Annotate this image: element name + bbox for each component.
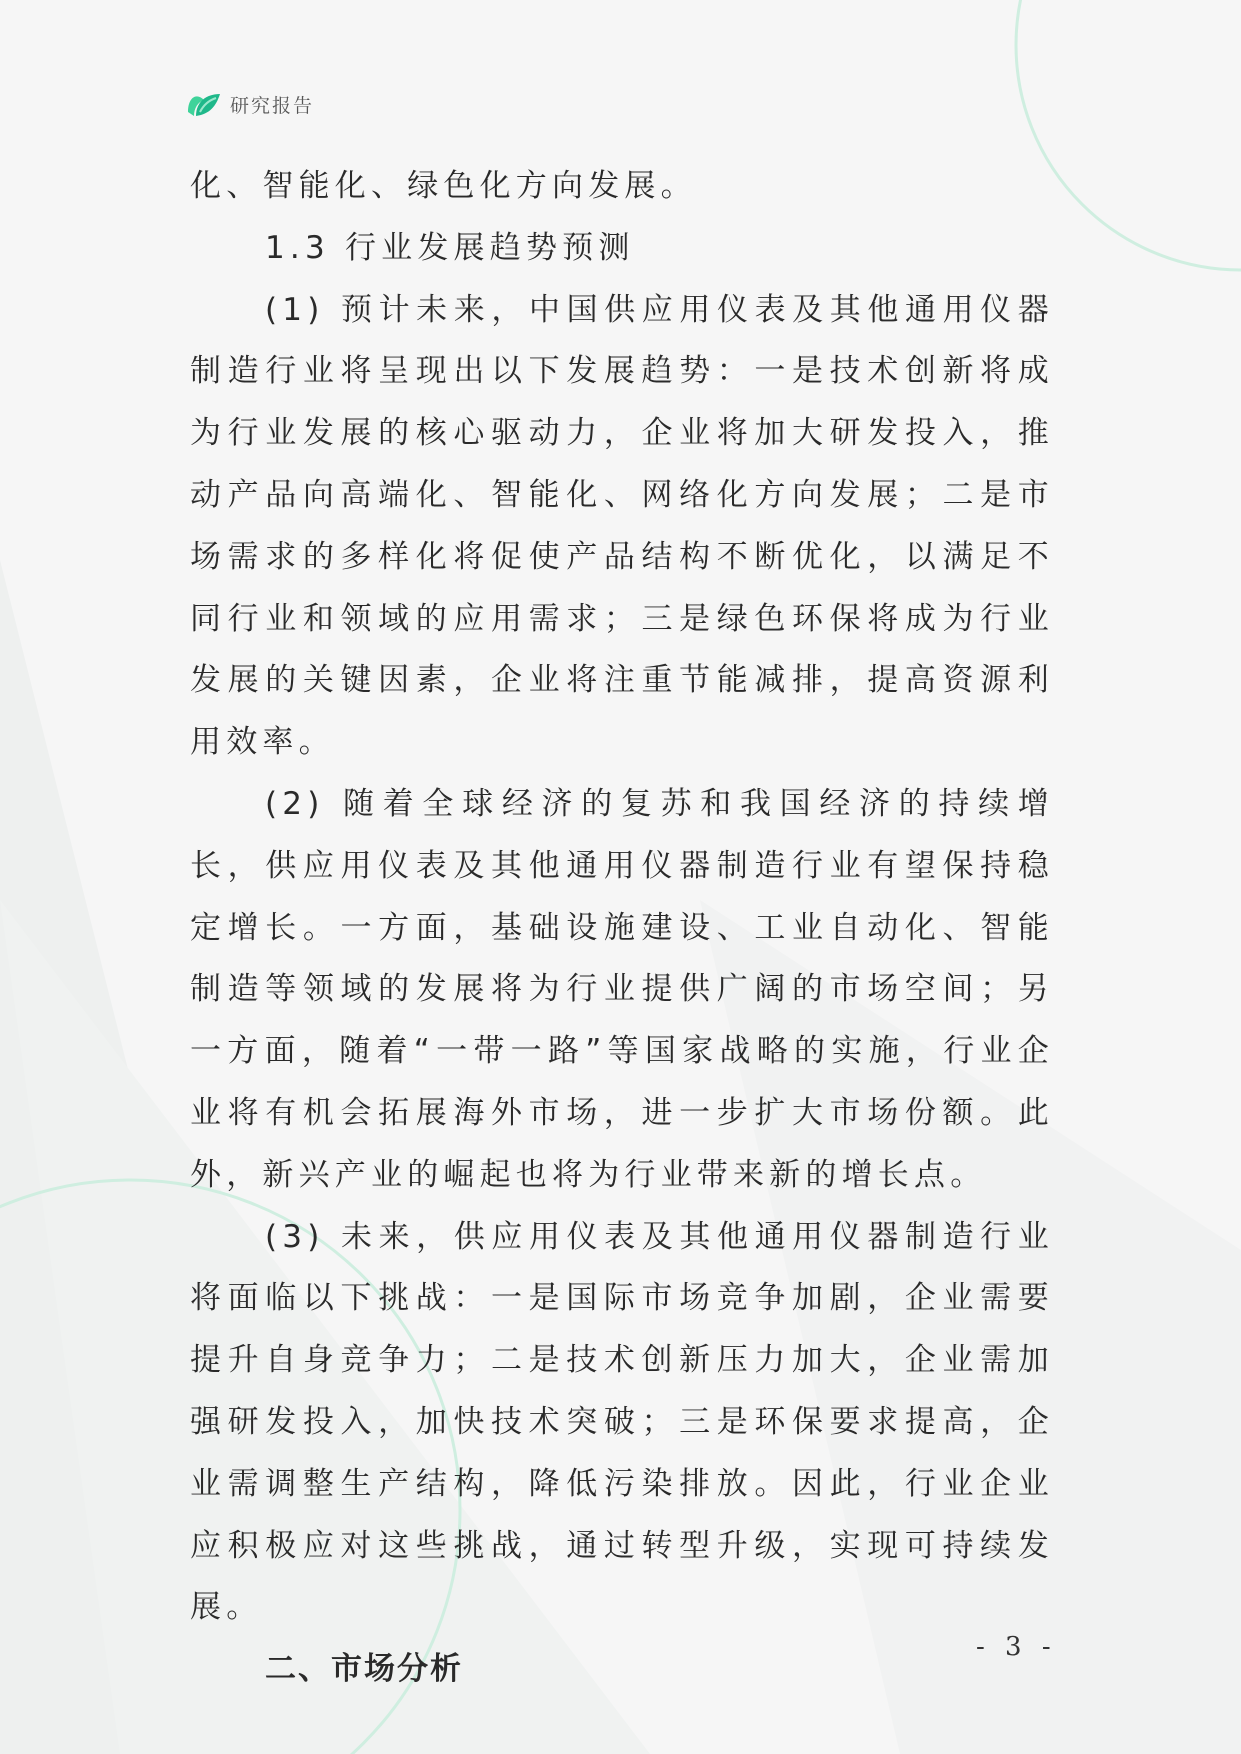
page-header [186, 88, 314, 120]
paragraph-continuation: 化、智能化、绿色化方向发展。 [190, 168, 697, 204]
leaf-logo-icon [186, 88, 222, 120]
header-label: 研究报告 [230, 94, 315, 117]
paragraph-trend-3: (3) 未来，供应用仪表及其他通用仪器制造行业将面临以下挑战：一是国际市场竞争加剧，企业需要提升自身竞争力；二是技术创新压力加大，企业需加强研发投入，加快技术突破；三是环保要求提高，企业需调整生产结构，降低污染排放。因此，行业企业应积极应对这些挑战，通过转型升级，实现可持续发展。 [190, 1218, 1054, 1626]
paragraph-trend-1: (1) 预计未来，中国供应用仪表及其他通用仪器制造行业将呈现出以下发展趋势：一是技术创新将成为行业发展的核心驱动力，企业将加大研发投入，推动产品向高端化、智能化、网络化方向发展；二是市场需求的多样化将促使产品结构不断优化，以满足不同行业和领域的应用需求；三是绿色环保将成为行业发展的关键因素，企业将注重节能减排，提高资源利用效率。 [190, 291, 1054, 761]
section-heading-market-analysis: 二、市场分析 [265, 1651, 463, 1688]
page-number: - 3 - [976, 1632, 1057, 1662]
paragraph-trend-2: (2) 随着全球经济的复苏和我国经济的持续增长，供应用仪表及其他通用仪器制造行业有望保持稳定增长。一方面，基础设施建设、工业自动化、智能制造等领域的发展将为行业提供广阔的市场空间；另一方面，随着“一带一路”等国家战略的实施，行业企业将有机会拓展海外市场，进一步扩大市场份额。此外，新兴产业的崛起也将为行业带来新的增长点。 [190, 785, 1054, 1193]
section-heading-1-3: 1.3 行业发展趋势预测 [265, 229, 635, 266]
document-body [190, 156, 1054, 1701]
